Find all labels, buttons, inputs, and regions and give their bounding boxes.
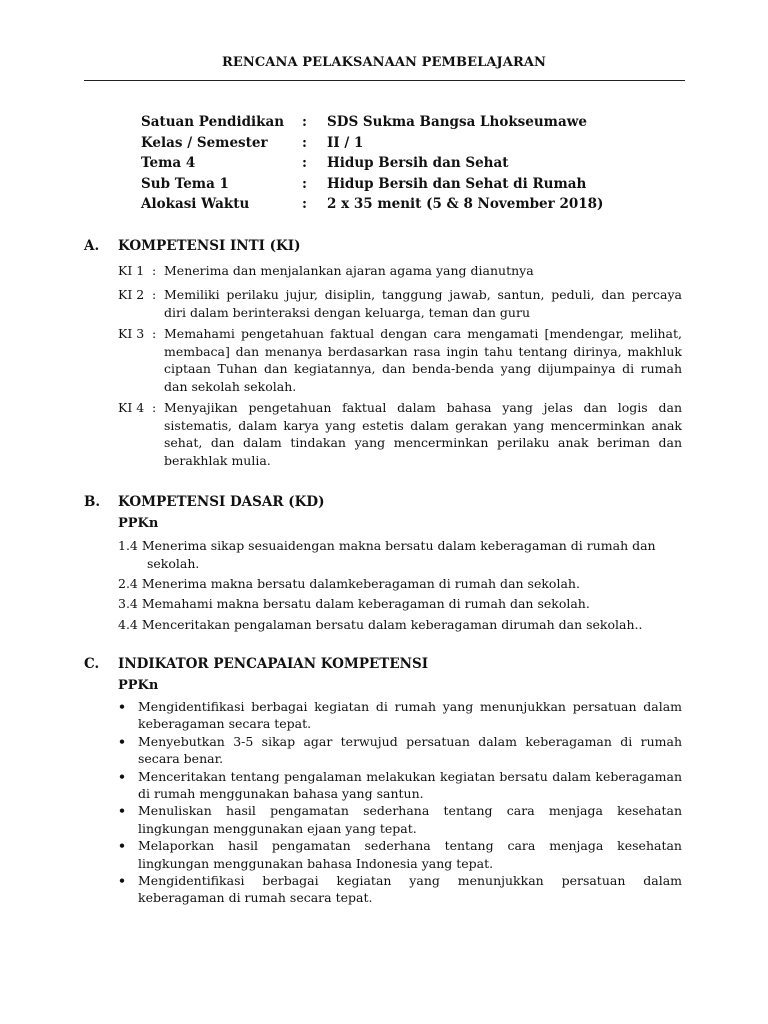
list-item [118,698,682,733]
kd-text: 4.4 Menceritakan pengalaman bersatu dalam keberagaman dirumah dan sekolah.. [118,617,643,632]
indicator-list [118,698,682,907]
kd-item-4-4 [118,616,682,634]
subject-heading: PPKn [118,516,159,531]
info-value: II / 1 [327,134,364,151]
kd-item-2-4 [118,575,682,593]
section-title: KOMPETENSI INTI (KI) [118,238,301,254]
info-colon: : [302,134,307,151]
ki-text: Memahami pengetahuan faktual dengan cara mengamati [mendengar, melihat, membaca] dan menanya berdasarkan rasa ingin tahu tentang dirinya, makhluk ciptaan Tuhan dan kegiatannya, dan benda-benda yang dijumpainya di rumah dan sekolah sekolah. [164,326,682,394]
ki-label: KI 2 [118,287,145,302]
kd-text: 2.4 Menerima makna bersatu dalamkeberagaman di rumah dan sekolah. [118,576,580,591]
ki-colon: : [152,400,157,415]
info-value: SDS Sukma Bangsa Lhokseumawe [327,114,587,130]
section-letter: B. [84,494,101,510]
ki-label: KI 4 [118,400,145,415]
indicator-text: Menuliskan hasil pengamatan sederhana tentang cara menjaga kesehatan lingkungan menggunakan ejaan yang tepat. [138,803,682,836]
section-letter: C. [84,656,100,672]
bullet-icon: • [118,838,126,854]
list-item [118,802,682,837]
ki-colon: : [152,263,157,278]
section-title: KOMPETENSI DASAR (KD) [118,494,325,510]
info-value: Hidup Bersih dan Sehat di Rumah [327,175,587,192]
section-letter: A. [84,238,100,254]
ki-item-2 [118,286,682,321]
list-item [118,837,682,872]
info-label: Sub Tema 1 [141,175,229,192]
info-colon: : [302,196,307,212]
info-colon: : [302,175,307,192]
ki-colon: : [152,326,157,341]
kd-item-1-4 [118,537,682,572]
info-value: Hidup Bersih dan Sehat [327,155,509,171]
info-label: Satuan Pendidikan [141,114,285,130]
section-title: INDIKATOR PENCAPAIAN KOMPETENSI [118,656,429,672]
info-label: Kelas / Semester [141,134,268,151]
kd-item-3-4 [118,595,682,613]
info-label: Alokasi Waktu [141,196,250,212]
ki-label: KI 1 [118,263,145,278]
bullet-icon: • [118,733,126,749]
ki-colon: : [152,287,157,302]
indicator-text: Melaporkan hasil pengamatan sederhana tentang cara menjaga kesehatan lingkungan menggunakan bahasa Indonesia yang tepat. [138,838,682,871]
info-colon: : [302,114,307,130]
bullet-icon: • [118,699,126,714]
list-item [118,733,682,768]
title-divider [84,80,685,81]
ki-text: Menyajikan pengetahuan faktual dalam bahasa yang jelas dan logis dan sistematis, dalam karya yang estetis dalam gerakan yang mencerminkan anak sehat, dan dalam tindakan yang mencerminkan perilaku anak beriman dan berakhlak mulia. [164,400,682,468]
indicator-text: Menyebutkan 3-5 sikap agar terwujud persatuan dalam keberagaman di rumah secara benar. [138,733,682,767]
info-value: 2 x 35 menit (5 & 8 November 2018) [327,196,604,212]
ki-text: Menerima dan menjalankan ajaran agama yang dianutnya [164,263,534,278]
indicator-text: Mengidentifikasi berbagai kegiatan di rumah yang menunjukkan persatuan dalam keberagaman secara tepat. [138,699,682,732]
ki-text: Memiliki perilaku jujur, disiplin, tanggung jawab, santun, peduli, dan percaya diri dalam berinteraksi dengan keluarga, teman dan guru [164,287,682,320]
bullet-icon: • [118,803,126,819]
document-title: RENCANA PELAKSANAAN PEMBELAJARAN [221,55,547,70]
info-colon: : [302,155,307,171]
ki-item-3 [118,325,682,395]
bullet-icon: • [118,768,126,784]
kd-text: 3.4 Memahami makna bersatu dalam keberagaman di rumah dan sekolah. [118,596,590,611]
list-item [118,768,682,803]
ki-item-4 [118,399,682,469]
indicator-text: Mengidentifikasi berbagai kegiatan yang menunjukkan persatuan dalam keberagaman di rumah secara tepat. [138,873,682,906]
info-label: Tema 4 [141,155,196,171]
kd-text: 1.4 Menerima sikap sesuaidengan makna bersatu dalam keberagaman di rumah dan sekolah. [118,538,656,571]
ki-item-1 [118,262,682,280]
list-item [118,872,682,907]
indicator-text: Menceritakan tentang pengalaman melakukan kegiatan bersatu dalam keberagaman di rumah menggunakan bahasa yang santun. [138,768,682,802]
ki-label: KI 3 [118,326,145,341]
subject-heading: PPKn [118,678,159,693]
bullet-icon: • [118,873,126,889]
